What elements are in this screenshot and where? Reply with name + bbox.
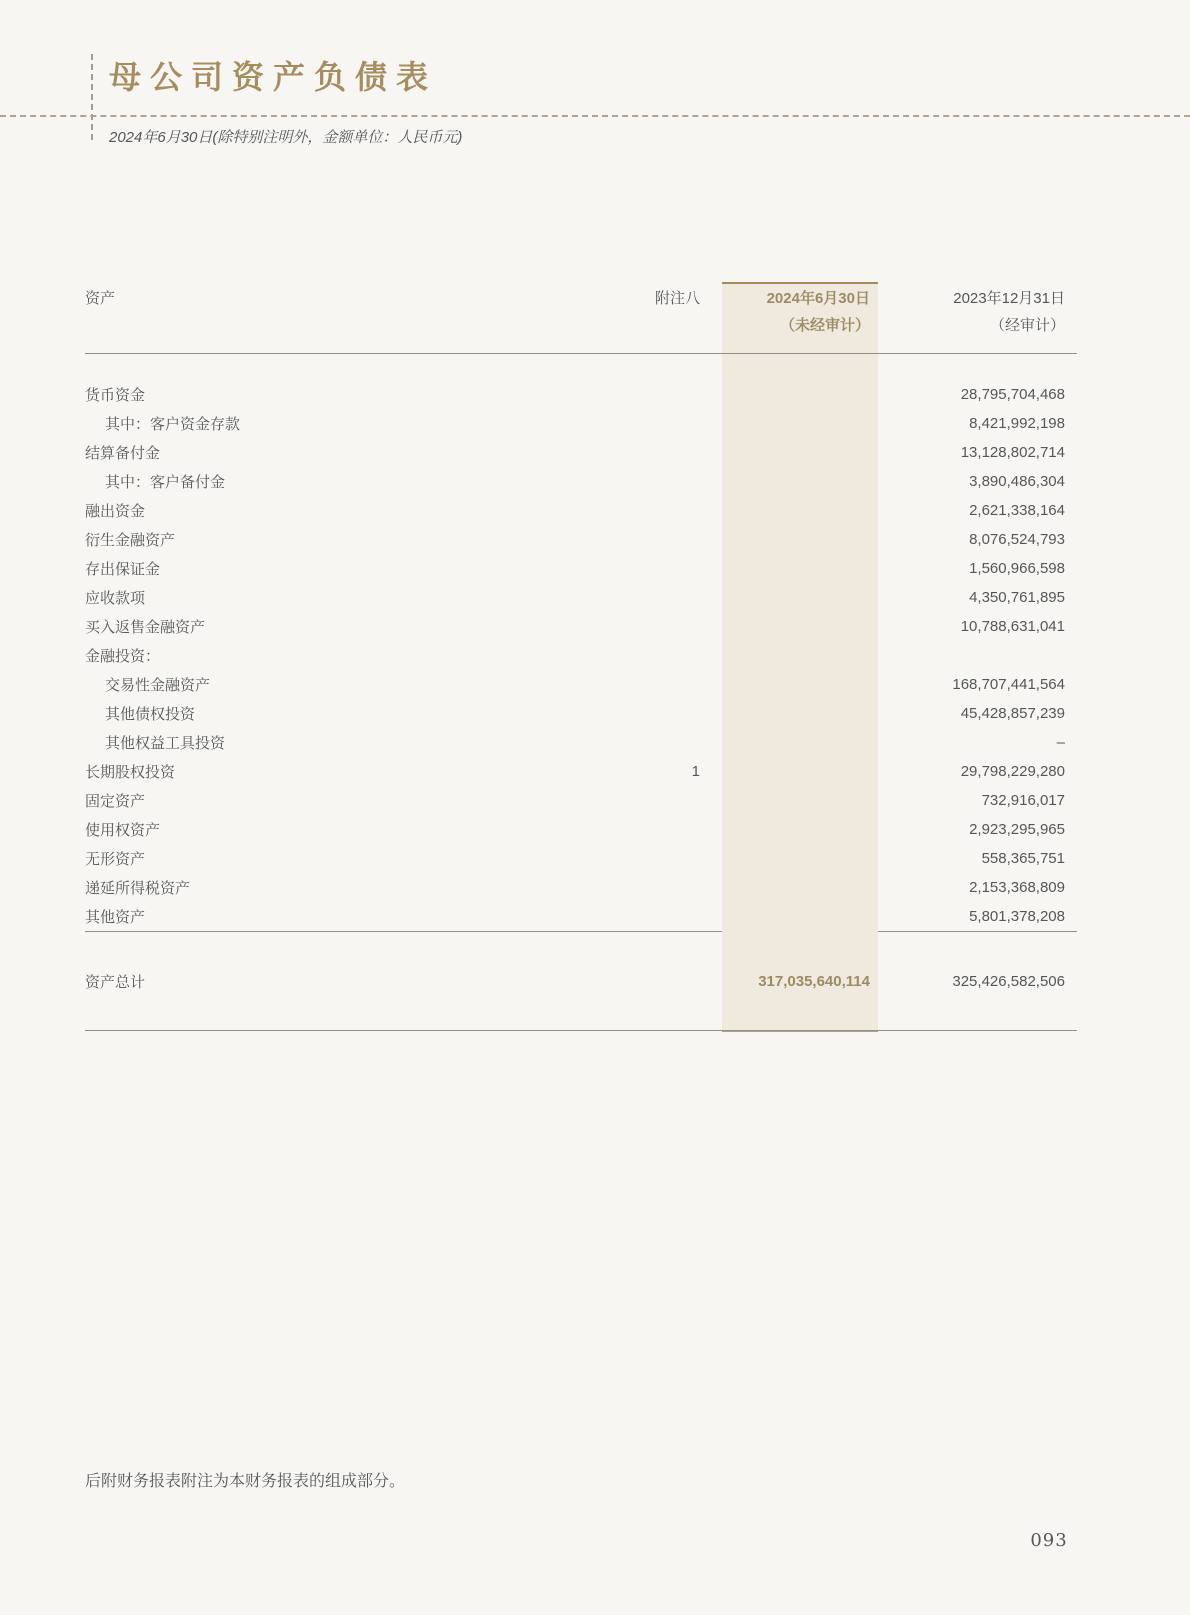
table-row [85,583,1077,612]
row-value-prior: 8,421,992,198 [969,415,1065,432]
row-label: 其中：客户备付金 [105,474,226,491]
current-period-audit-status: （未经审计） [779,317,870,334]
row-value-prior: 29,798,229,280 [960,763,1065,780]
row-value-prior: 10,788,631,041 [960,618,1065,635]
row-label: 使用权资产 [85,822,161,839]
row-value-prior: 4,350,761,895 [969,589,1065,606]
table-row [85,438,1077,467]
table-row [85,728,1077,757]
row-label: 其他债权投资 [105,706,196,723]
row-label: 其他资产 [85,909,146,926]
table-header-row [85,270,1077,354]
footnote: 后附财务报表附注为本财务报表的组成部分。 [85,1473,406,1490]
title-vertical-dashed-line [91,54,93,140]
table-row [85,873,1077,902]
column-header-prior-period [878,270,1077,339]
row-label: 存出保证金 [85,561,161,578]
row-value-prior: 3,890,486,304 [969,473,1065,490]
row-value-prior: 45,428,857,239 [960,705,1065,722]
row-value-prior: 732,916,017 [981,792,1065,809]
total-row [85,932,1077,1031]
table-row [85,815,1077,844]
row-value-prior: 168,707,441,564 [952,676,1065,693]
column-header-current-period [700,270,878,339]
row-label: 无形资产 [85,851,146,868]
table-row [85,699,1077,728]
column-header-assets: 资产 [85,290,116,307]
row-label: 递延所得税资产 [85,880,191,897]
row-label: 货币资金 [85,387,146,404]
row-label: 其中：客户资金存款 [105,416,241,433]
balance-sheet-table [85,270,1077,1031]
report-subtitle: 2024年6月30日(除特别注明外，金额单位：人民币元) [109,129,463,146]
row-value-prior: 28,795,704,468 [960,386,1065,403]
row-value-prior: 13,128,802,714 [960,444,1065,461]
total-value-prior: 325,426,582,506 [952,972,1065,990]
table-row [85,380,1077,409]
current-period-date: 2024年6月30日 [766,290,870,307]
table-row [85,496,1077,525]
table-row [85,670,1077,699]
current-period-highlight-column [722,282,878,1032]
row-label: 买入返售金融资产 [85,619,206,636]
total-value-current: 317,035,640,114 [758,972,870,990]
page-number: 093 [1030,1530,1068,1551]
row-label: 应收款项 [85,590,146,607]
row-label: 其他权益工具投资 [105,735,226,752]
header-dashed-divider [0,115,1190,117]
row-label: 交易性金融资产 [105,677,211,694]
table-row [85,757,1077,786]
row-value-prior: 2,153,368,809 [969,879,1065,896]
row-value-prior: 2,621,338,164 [969,502,1065,519]
row-value-prior: 1,560,966,598 [969,560,1065,577]
row-value-prior: 2,923,295,965 [969,821,1065,838]
row-label: 衍生金融资产 [85,532,176,549]
page-title: 母公司资产负债表 [109,58,438,96]
table-row [85,786,1077,815]
table-row [85,409,1077,438]
table-body [85,354,1077,932]
table-row [85,844,1077,873]
table-row [85,612,1077,641]
table-row [85,641,1077,670]
row-value-prior: – [1056,734,1065,751]
row-label: 融出资金 [85,503,146,520]
table-row [85,902,1077,931]
row-value-prior: 558,365,751 [981,850,1065,867]
row-note: 1 [691,763,700,780]
table-row [85,554,1077,583]
prior-period-audit-status: （经审计） [989,317,1065,334]
prior-period-date: 2023年12月31日 [953,290,1065,307]
row-label: 固定资产 [85,793,146,810]
row-label: 金融投资： [85,648,161,665]
column-header-note: 附注八 [654,290,700,307]
table-row [85,525,1077,554]
row-value-prior: 5,801,378,208 [969,908,1065,925]
total-label: 资产总计 [85,973,146,991]
table-row [85,467,1077,496]
row-label: 结算备付金 [85,445,161,462]
row-label: 长期股权投资 [85,764,176,781]
row-value-prior: 8,076,524,793 [969,531,1065,548]
